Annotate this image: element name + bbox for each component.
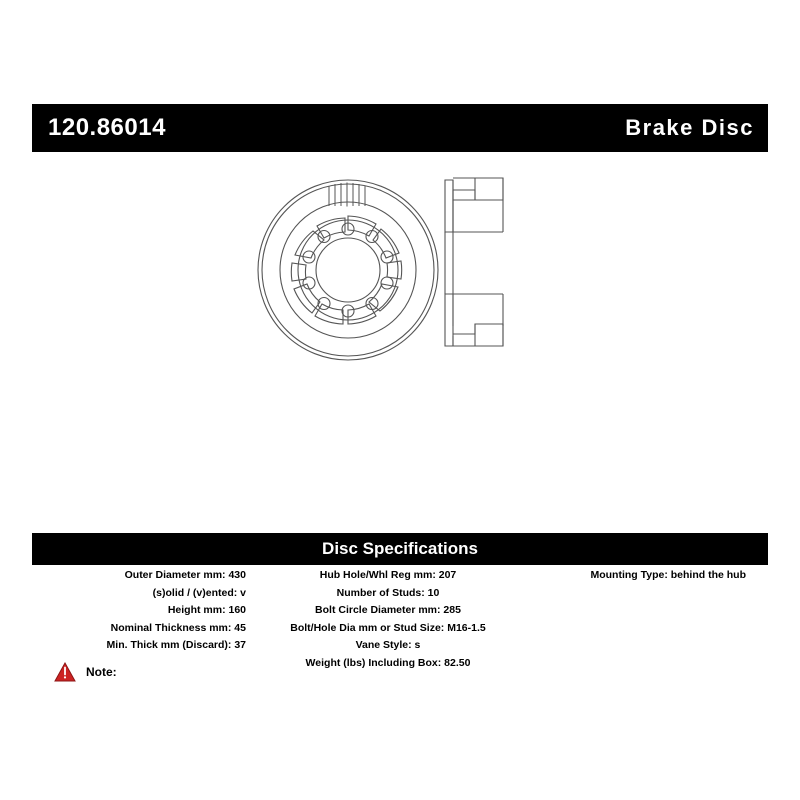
note-label: Note: bbox=[86, 665, 117, 679]
spec-item: Number of Studs: 10 bbox=[336, 586, 440, 599]
spec-item: Mounting Type: behind the hub bbox=[590, 569, 746, 581]
spec-item: Vane Style: s bbox=[355, 639, 421, 651]
spec-item: (s)olid / (v)ented: v bbox=[152, 586, 246, 599]
specs-column-2 bbox=[258, 567, 518, 672]
specs-header-bar bbox=[32, 533, 768, 565]
part-number: 120.86014 bbox=[48, 114, 166, 141]
specs-body bbox=[32, 567, 768, 672]
warning-triangle-svg bbox=[54, 662, 76, 682]
rotor-drawing-svg bbox=[240, 160, 580, 390]
note-row bbox=[54, 662, 127, 682]
warning-triangle-icon bbox=[54, 662, 76, 682]
specs-section-title: Disc Specifications bbox=[322, 539, 478, 558]
spec-item: Height mm: 160 bbox=[167, 604, 246, 616]
specs-column-1 bbox=[32, 567, 258, 672]
spec-item: Bolt/Hole Dia mm or Stud Size: M16-1.5 bbox=[290, 621, 486, 634]
spec-item: Weight (lbs) Including Box: 82.50 bbox=[305, 656, 471, 669]
product-type-label: Brake Disc bbox=[625, 115, 754, 140]
header-bar bbox=[32, 104, 768, 152]
specs-column-3 bbox=[518, 567, 768, 672]
spec-item: Nominal Thickness mm: 45 bbox=[110, 621, 246, 634]
spec-item: Hub Hole/Whl Reg mm: 207 bbox=[319, 569, 457, 581]
rotor-technical-drawing bbox=[240, 160, 580, 390]
spec-item: Min. Thick mm (Discard): 37 bbox=[106, 639, 246, 651]
spec-item: Bolt Circle Diameter mm: 285 bbox=[315, 604, 461, 616]
spec-item: Outer Diameter mm: 430 bbox=[124, 569, 246, 581]
